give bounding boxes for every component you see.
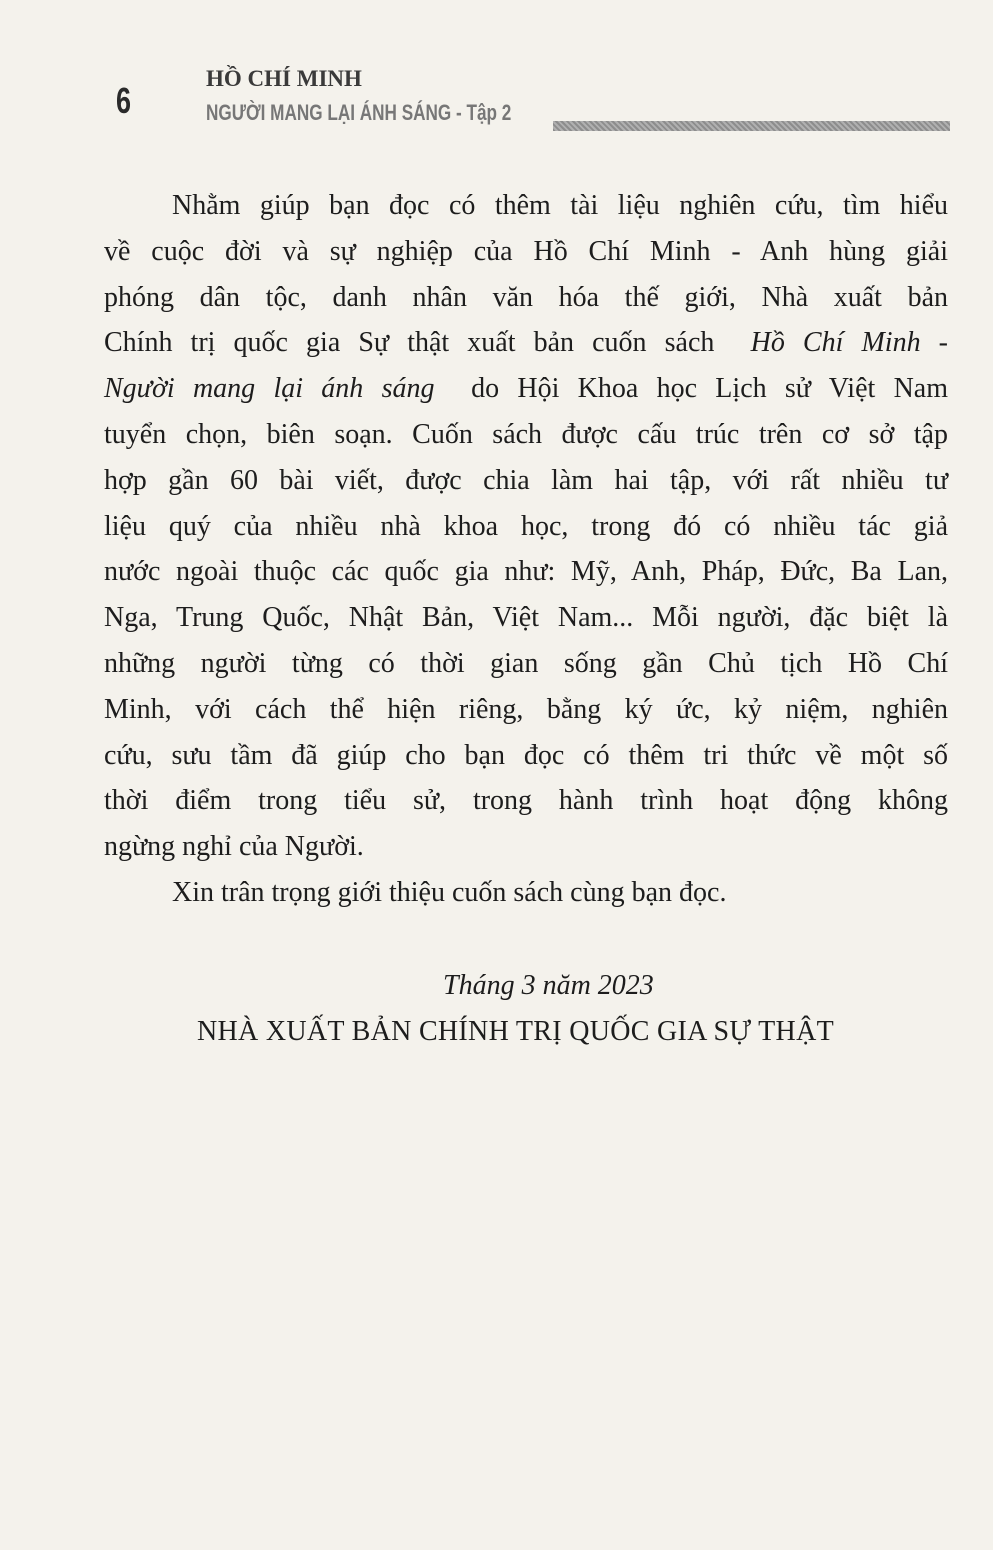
page-number: 6 xyxy=(116,80,132,121)
signature-date: Tháng 3 năm 2023 xyxy=(443,970,654,1001)
text-line: cứu, sưu tầm đã giúp cho bạn đọc có thêm tri thức về một số xyxy=(104,739,948,771)
text-line: tuyển chọn, biên soạn. Cuốn sách được cấu trúc trên cơ sở tập xyxy=(104,418,948,450)
text-line: Minh, với cách thể hiện riêng, bằng ký ức, kỷ niệm, nghiên xyxy=(104,693,948,725)
header-rule xyxy=(553,121,950,131)
text-line: thời điểm trong tiểu sử, trong hành trình hoạt động không xyxy=(104,785,948,817)
running-header-title: HỒ CHÍ MINH xyxy=(206,66,362,91)
body-text xyxy=(104,183,948,916)
text-line: Nga, Trung Quốc, Nhật Bản, Việt Nam... Mỗi người, đặc biệt là xyxy=(104,602,948,634)
book-title-italic: Hồ Chí Minh - xyxy=(750,327,949,359)
text-line: Nhằm giúp bạn đọc có thêm tài liệu nghiên cứu, tìm hiểu xyxy=(172,190,948,221)
running-header-subtitle: NGƯỜI MANG LẠI ÁNH SÁNG - Tập 2 xyxy=(206,100,512,125)
text-line: những người từng có thời gian sống gần Chủ tịch Hồ Chí xyxy=(104,647,948,679)
text-line: hợp gần 60 bài viết, được chia làm hai tập, với rất nhiều tư xyxy=(104,464,948,496)
text-line: ngừng nghỉ của Người. xyxy=(104,831,364,863)
text-line xyxy=(104,366,948,412)
book-title-italic: Người mang lại ánh sáng xyxy=(104,373,435,405)
text-segment: Chính trị quốc gia Sự thật xuất bản cuốn sách xyxy=(104,327,733,359)
text-line: liệu quý của nhiều nhà khoa học, trong đó có nhiều tác giả xyxy=(104,510,948,542)
text-line: Xin trân trọng giới thiệu cuốn sách cùng bạn đọc. xyxy=(172,876,727,908)
text-segment: do Hội Khoa học Lịch sử Việt Nam xyxy=(452,373,949,405)
text-line: phóng dân tộc, danh nhân văn hóa thế giới, Nhà xuất bản xyxy=(104,281,948,313)
text-line xyxy=(104,320,948,366)
signature-publisher: NHÀ XUẤT BẢN CHÍNH TRỊ QUỐC GIA SỰ THẬT xyxy=(197,1016,834,1047)
text-line: nước ngoài thuộc các quốc gia như: Mỹ, Anh, Pháp, Đức, Ba Lan, xyxy=(104,556,948,588)
text-line: về cuộc đời và sự nghiệp của Hồ Chí Minh - Anh hùng giải xyxy=(104,235,948,267)
